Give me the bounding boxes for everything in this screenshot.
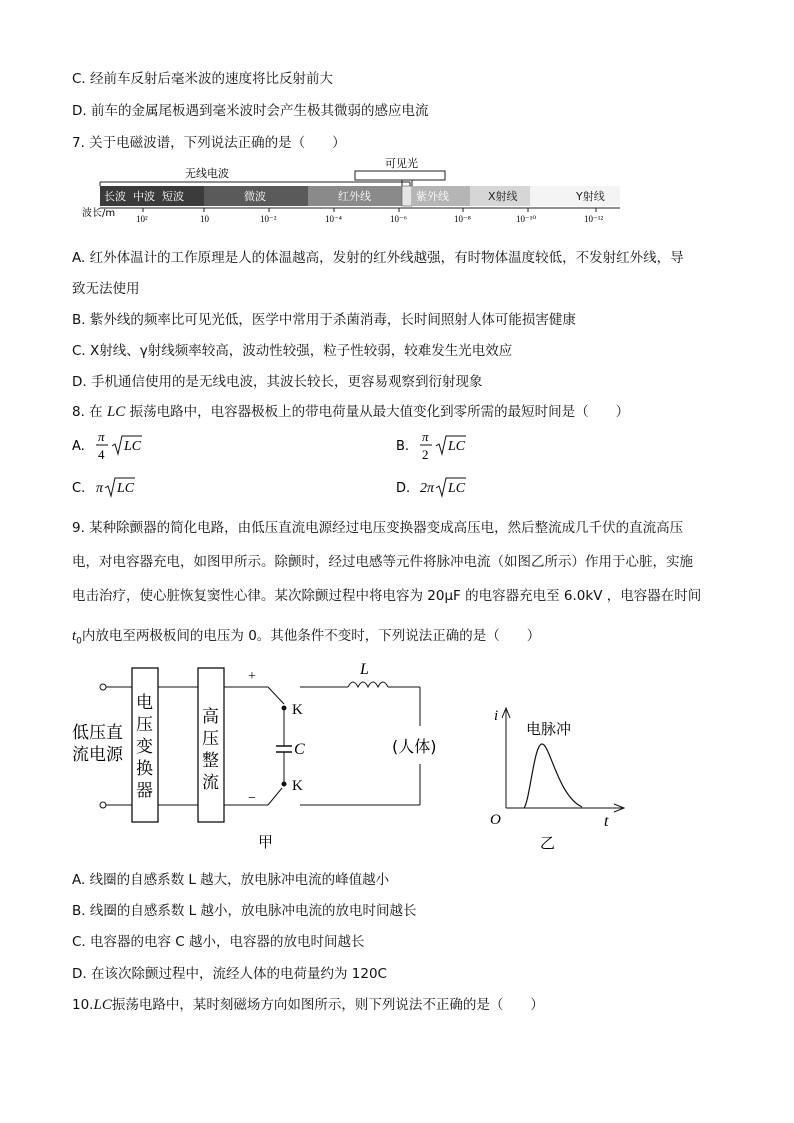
- question-10: 10.LC振荡电路中，某时刻磁场方向如图所示，则下列说法不正确的是（ ）: [72, 997, 544, 1013]
- y-axis-label: i: [494, 708, 499, 724]
- svg-text:2: 2: [422, 447, 429, 462]
- svg-text:LC: LC: [117, 481, 135, 496]
- switch-k1: K: [292, 702, 303, 718]
- band-label-gamma: Y射线: [576, 190, 605, 203]
- q8-lc-symbol: LC: [106, 404, 126, 420]
- svg-text:LC: LC: [448, 481, 466, 496]
- band-label-xray: X射线: [488, 190, 518, 203]
- svg-text:电: 电: [136, 693, 153, 712]
- band-label-uv: 紫外线: [416, 190, 449, 203]
- tick-1: 10: [200, 214, 209, 224]
- svg-text:C.: C.: [72, 481, 86, 496]
- pulse-title: 电脉冲: [526, 720, 572, 738]
- tick-2: 10⁻²: [260, 214, 277, 224]
- svg-text:流: 流: [202, 773, 219, 792]
- svg-text:2π: 2π: [420, 481, 435, 496]
- q8-option-b: [396, 428, 516, 464]
- band-label-micro: 微波: [244, 190, 266, 203]
- band-label-mid: 中波: [133, 190, 155, 203]
- svg-text:LC: LC: [124, 439, 142, 454]
- tick-3: 10⁻⁴: [325, 214, 342, 224]
- q7-option-a-line2: 致无法使用: [72, 281, 140, 297]
- svg-text:高: 高: [202, 707, 219, 726]
- option-c-text: C. 经前车反射后毫米波的速度将比反射前大: [72, 71, 334, 87]
- band-label-short: 短波: [162, 190, 184, 203]
- origin-label: O: [490, 812, 501, 828]
- spectrum-diagram: [80, 150, 640, 230]
- q9-option-c: C. 电容器的电容 C 越小，电容器的放电时间越长: [72, 934, 365, 950]
- q7-option-a-line1: A. 红外体温计的工作原理是人的体温越高，发射的红外线越强，有时物体温度较低，不发射红外线，导: [72, 250, 684, 266]
- axis-label: 波长/m: [82, 208, 116, 219]
- q7-option-c: C. X射线、γ射线频率较高，波动性较强，粒子性较弱，较难发生光电效应: [72, 343, 513, 359]
- svg-text:A.: A.: [72, 439, 85, 454]
- tick-0: 10²: [136, 214, 148, 224]
- circuit-diagram: [70, 660, 450, 860]
- question-9-line3: 电击治疗，使心脏恢复窦性心律。某次除颤过程中将电容为 20μF 的电容器充电至 6.0kV ，电容器在时间: [72, 588, 702, 604]
- tick-6: 10⁻¹⁰: [516, 214, 537, 224]
- q7-option-b: B. 紫外线的频率比可见光低，医学中常用于杀菌消毒，长时间照射人体可能损害健康: [72, 312, 576, 328]
- band-label-long: 长波: [104, 190, 126, 203]
- option-d-text: D. 前车的金属尾板遇到毫米波时会产生极其微弱的感应电流: [72, 103, 429, 119]
- svg-text:换: 换: [136, 759, 153, 778]
- svg-text:4: 4: [98, 447, 105, 462]
- question-9-line2: 电，对电容器充电，如图甲所示。除颤时，经过电感等元件将脉冲电流（如图乙所示）作用于心脏，实施: [72, 554, 693, 570]
- svg-text:D.: D.: [396, 481, 411, 496]
- svg-text:压: 压: [136, 715, 153, 734]
- question-7: 7. 关于电磁波谱，下列说法正确的是（ ）: [72, 135, 346, 151]
- capacitor-label: C: [294, 741, 305, 758]
- inductor-label: L: [360, 661, 369, 678]
- radio-wave-label: 无线电波: [185, 167, 229, 180]
- x-axis-label: t: [604, 813, 609, 830]
- tick-5: 10⁻⁸: [454, 214, 471, 224]
- q8-option-a: [72, 428, 192, 464]
- svg-text:π: π: [96, 481, 104, 496]
- switch-k2: K: [292, 778, 303, 794]
- svg-text:器: 器: [136, 781, 153, 800]
- q9-option-a: A. 线圈的自感系数 L 越大，放电脉冲电流的峰值越小: [72, 872, 390, 888]
- tick-4: 10⁻⁶: [390, 214, 407, 224]
- caption-yi: 乙: [540, 834, 556, 852]
- band-visible: [402, 186, 412, 206]
- tick-7: 10⁻¹²: [584, 214, 604, 224]
- source-label-1: 低压直: [72, 723, 123, 743]
- svg-text:LC: LC: [448, 439, 466, 454]
- minus-sign: −: [248, 791, 256, 806]
- band-gamma: [530, 186, 620, 206]
- svg-text:压: 压: [202, 729, 219, 748]
- svg-text:π: π: [422, 429, 429, 444]
- plus-sign: +: [248, 669, 256, 684]
- svg-text:π: π: [98, 429, 105, 444]
- q7-option-d: D. 手机通信使用的是无线电波，其波长较长，更容易观察到衍射现象: [72, 374, 483, 390]
- pulse-graph: [488, 700, 628, 860]
- question-9-line4: $t_0$内放电至两极板间的电压为 0。其他条件不变时，下列说法正确的是（ ）: [72, 628, 541, 647]
- q8-option-d: [396, 474, 516, 502]
- band-label-ir: 红外线: [338, 190, 371, 203]
- source-label-2: 流电源: [72, 745, 123, 765]
- visible-light-label: 可见光: [385, 157, 418, 170]
- question-9-line1: 9. 某种除颤器的简化电路，由低压直流电源经过电压变换器变成高压电，然后整流成几千伏的直流高压: [72, 520, 684, 536]
- q9-option-b: B. 线圈的自感系数 L 越小，放电脉冲电流的放电时间越长: [72, 903, 417, 919]
- pulse-curve: [524, 744, 582, 808]
- question-8: 8. 在 LC 振荡电路中，电容器极板上的带电荷量从最大值变化到零所需的最短时间是（ ）: [72, 404, 630, 420]
- svg-text:变: 变: [136, 737, 153, 756]
- body-label: (人体): [392, 737, 437, 756]
- svg-text:B.: B.: [396, 439, 410, 454]
- svg-text:整: 整: [202, 751, 219, 770]
- caption-jia: 甲: [258, 833, 274, 851]
- q8-option-c: [72, 474, 192, 502]
- q9-option-d: D. 在该次除颤过程中，流经人体的电荷量约为 120C: [72, 966, 387, 982]
